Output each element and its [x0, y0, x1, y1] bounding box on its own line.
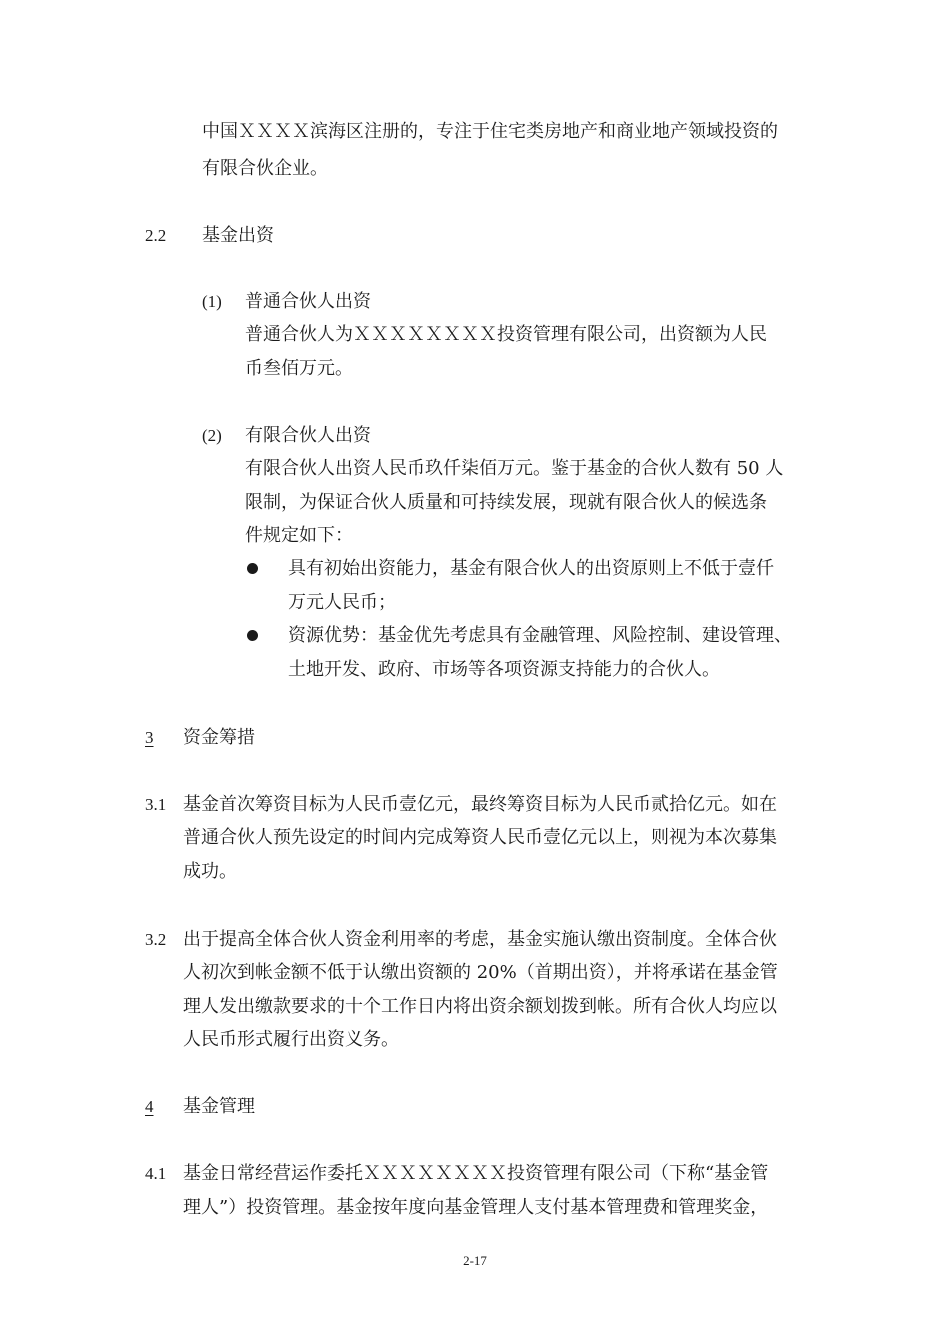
bullet-2-line-1: 资源优势：基金优先考虑具有金融管理、风险控制、建设管理、: [288, 625, 792, 646]
section-3-1-line-2: 普通合伙人预先设定的时间内完成筹资人民币壹亿元以上，则视为本次募集: [183, 827, 777, 848]
section-3-2-number: 3.2: [145, 930, 167, 949]
bullet-1-line-1: 具有初始出资能力，基金有限合伙人的出资原则上不低于壹仟: [288, 558, 774, 579]
section-3-1-line-1: 基金首次筹资目标为人民币壹亿元，最终筹资目标为人民币贰拾亿元。如在: [183, 794, 777, 815]
item-1-line-2: 币叁佰万元。: [245, 358, 353, 379]
intro-line-2: 有限合伙企业。: [202, 158, 328, 179]
section-4-1-line-1: 基金日常经营运作委托ＸＸＸＸＸＸＸＸ投资管理有限公司（下称“基金管: [183, 1163, 769, 1184]
section-3-2-line-4: 人民币形式履行出资义务。: [183, 1029, 399, 1050]
section-3-2-line-2: 人初次到帐金额不低于认缴出资额的 20%（首期出资），并将承诺在基金管: [183, 962, 778, 983]
item-2-number: (2): [202, 426, 222, 445]
section-3-2-line-1: 出于提高全体合伙人资金利用率的考虑，基金实施认缴出资制度。全体合伙: [183, 929, 777, 950]
section-4-title: 基金管理: [183, 1096, 255, 1117]
item-2-title: 有限合伙人出资: [245, 425, 371, 446]
page-number: 2-17: [463, 1253, 487, 1268]
section-3-title: 资金筹措: [183, 727, 255, 748]
item-2-line-3: 件规定如下：: [245, 525, 353, 546]
bullet-1-dot: [247, 563, 258, 574]
item-1-line-1: 普通合伙人为ＸＸＸＸＸＸＸＸ投资管理有限公司，出资额为人民: [245, 324, 767, 345]
bullet-2-dot: [247, 630, 258, 641]
item-2-line-2: 限制，为保证合伙人质量和可持续发展，现就有限合伙人的候选条: [245, 492, 767, 513]
item-1-number: (1): [202, 292, 222, 311]
item-1-title: 普通合伙人出资: [245, 291, 371, 312]
section-3-1-number: 3.1: [145, 795, 167, 814]
section-3-2-line-3: 理人发出缴款要求的十个工作日内将出资余额划拨到帐。所有合伙人均应以: [183, 996, 777, 1017]
section-2-2-title: 基金出资: [202, 225, 274, 246]
section-4-1-number: 4.1: [145, 1164, 167, 1183]
bullet-2-line-2: 土地开发、政府、市场等各项资源支持能力的合伙人。: [288, 659, 720, 680]
item-2-line-1: 有限合伙人出资人民币玖仟柒佰万元。鉴于基金的合伙人数有 50 人: [245, 458, 784, 479]
bullet-1-line-2: 万元人民币；: [288, 592, 396, 613]
section-3-number: 3: [145, 728, 154, 747]
section-3-1-line-3: 成功。: [183, 861, 237, 882]
section-4-1-line-2: 理人”）投资管理。基金按年度向基金管理人支付基本管理费和管理奖金，: [183, 1197, 769, 1218]
intro-line-1: 中国ＸＸＸＸ滨海区注册的，专注于住宅类房地产和商业地产领域投资的: [202, 121, 778, 142]
section-2-2-number: 2.2: [145, 226, 167, 245]
section-4-number: 4: [145, 1097, 154, 1116]
